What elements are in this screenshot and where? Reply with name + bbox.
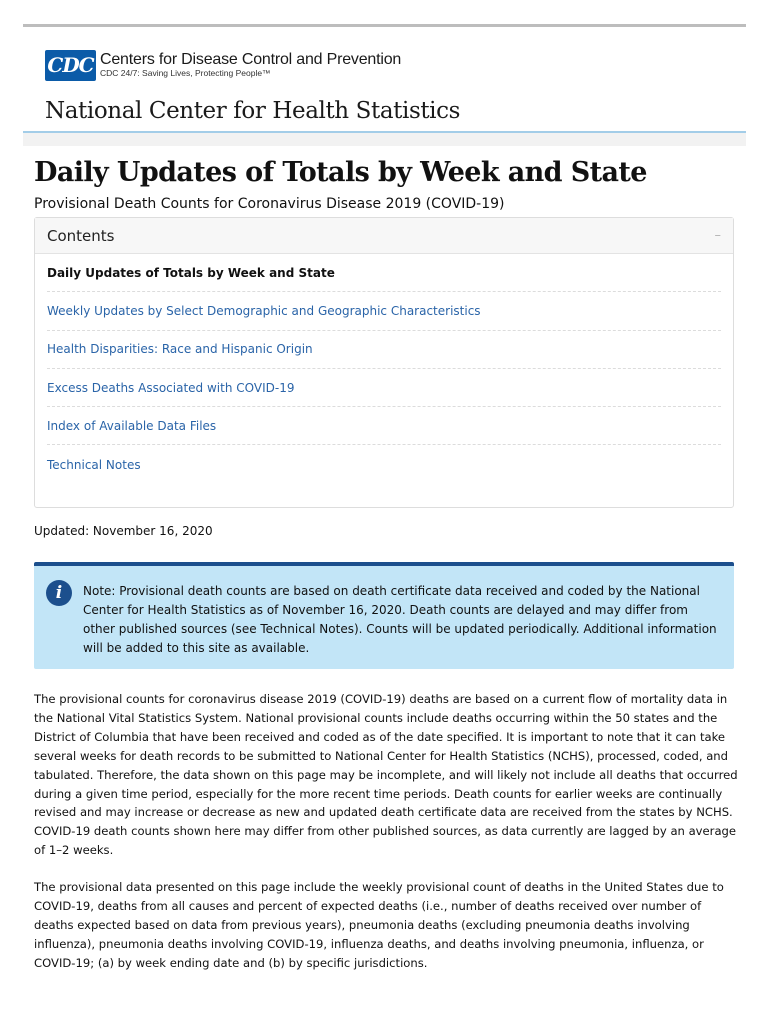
contents-item-excess-deaths[interactable]: Excess Deaths Associated with COVID-19 — [47, 369, 721, 407]
collapse-icon[interactable]: – — [714, 228, 721, 243]
cdc-logo-text — [100, 51, 401, 79]
contents-item-weekly-updates[interactable]: Weekly Updates by Select Demographic and Geographic Characteristics — [47, 292, 721, 330]
cdc-logo-mark: CDC — [47, 53, 94, 77]
cdc-logo-link[interactable] — [45, 49, 401, 81]
top-divider — [23, 24, 746, 27]
page-title: Daily Updates of Totals by Week and State — [34, 157, 647, 188]
contents-item-health-disparities[interactable]: Health Disparities: Race and Hispanic Origin — [47, 331, 721, 369]
org-tagline: CDC 24/7: Saving Lives, Protecting People™ — [100, 68, 271, 78]
contents-item-daily-updates: Daily Updates of Totals by Week and State — [47, 254, 721, 292]
header-band — [23, 133, 746, 146]
contents-panel — [34, 217, 734, 508]
info-icon: i — [46, 580, 72, 606]
contents-item-technical-notes[interactable]: Technical Notes — [47, 457, 141, 472]
contents-header[interactable] — [35, 218, 733, 254]
center-name-link[interactable]: National Center for Health Statistics — [45, 98, 461, 124]
updated-date: Updated: November 16, 2020 — [34, 524, 213, 538]
body-paragraph-1: The provisional counts for coronavirus disease 2019 (COVID-19) deaths are based on a current flow of mortality data in the National Vital Statistics System. National provisional counts include deaths occurring within the 50 states and the District of Columbia that have been received and coded as of the date specified. It is important to note that it can take several weeks for death records to be submitted to National Center for Health Statistics (NCHS), processed, coded, and tabulated. Therefore, the data shown on this page may be incomplete, and will likely not include all deaths that occurred during a given time period, especially for the more recent time periods. Death counts for earlier weeks are continually revised and may increase or decrease as new and updated death certificate data are received from the states by NCHS. COVID-19 death counts shown here may differ from other published sources, as data currently are lagged by an average of 1–2 weeks. — [34, 692, 738, 858]
body-paragraph-2: The provisional data presented on this page include the weekly provisional count of deaths in the United States due to COVID-19, deaths from all causes and percent of expected deaths (i.e., number of deaths received over number of deaths expected based on data from previous years), pneumonia deaths (excluding pneumonia deaths involving influenza), pneumonia deaths involving COVID-19, influenza deaths, and deaths involving pneumonia, influenza, or COVID-19; (a) by week ending date and (b) by specific jurisdictions. — [34, 880, 724, 970]
contents-list — [35, 254, 733, 484]
cdc-logo-icon — [45, 50, 96, 81]
org-name: Centers for Disease Control and Prevention — [100, 51, 402, 68]
contents-item-data-files[interactable]: Index of Available Data Files — [47, 407, 721, 445]
note-text: Note: Provisional death counts are based on death certificate data received and coded by the National Center for Health Statistics as of November 16, 2020. Death counts are delayed and may differ from other published sources (see Technical Notes). Counts will be updated periodically. Additional information will be added to this site as available. — [83, 584, 717, 655]
contents-label: Contents — [47, 226, 115, 245]
page-subtitle: Provisional Death Counts for Coronavirus Disease 2019 (COVID-19) — [34, 196, 505, 212]
note-callout — [34, 562, 734, 669]
